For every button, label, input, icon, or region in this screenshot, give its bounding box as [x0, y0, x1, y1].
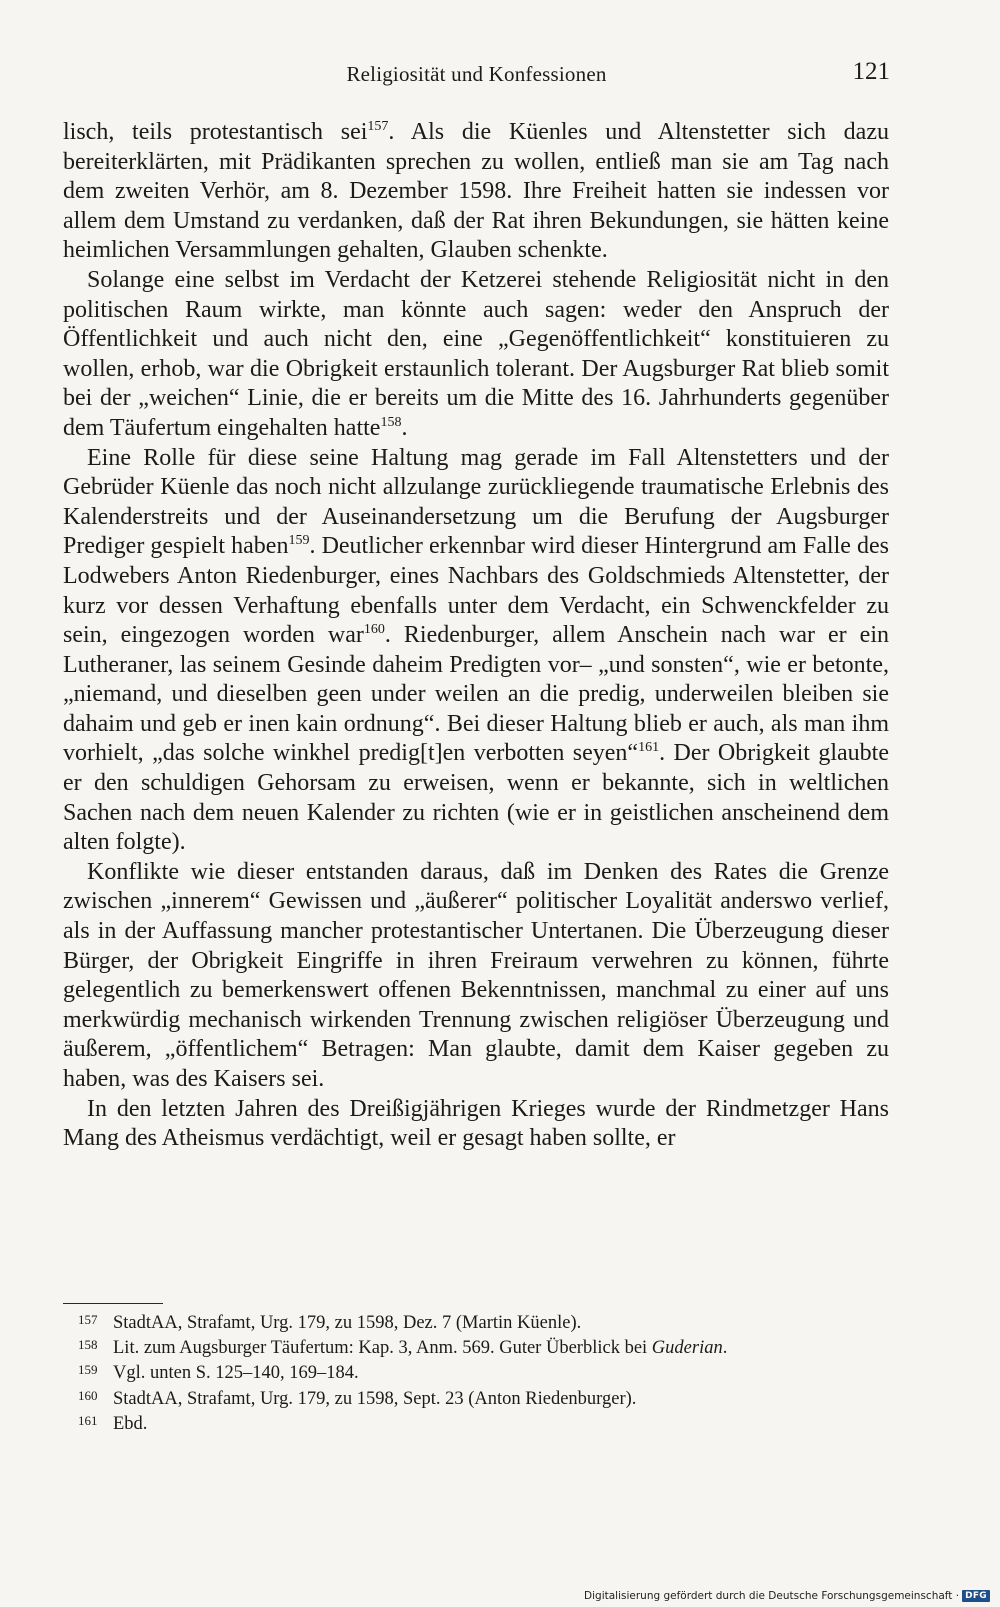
footnote-ref-157: 157	[367, 119, 389, 134]
dfg-logo-icon: DFG	[962, 1590, 990, 1602]
footnote-text: Vgl. unten S. 125–140, 169–184.	[113, 1363, 359, 1384]
footnote-159: 159 Vgl. unten S. 125–140, 169–184.	[78, 1362, 359, 1384]
paragraph-text: .	[401, 414, 408, 441]
footnote-160: 160 StadtAA, Strafamt, Urg. 179, zu 1598, Sept. 23 (Anton Riedenburger).	[78, 1387, 637, 1409]
credit-text: Digitalisierung gefördert durch die Deutsche Forschungsgemeinschaft ·	[584, 1590, 960, 1602]
paragraph-2	[63, 266, 889, 444]
footnote-161: 161 Ebd.	[78, 1412, 148, 1434]
paragraph-3	[63, 444, 889, 858]
footnote-ref-161: 161	[638, 740, 660, 756]
paragraph-text: Eine Rolle für diese seine Haltung mag gerade im Fall Altenstetters und der Gebrüder Küenle das noch nicht allzulange zurückliegende traumatische Erlebnis des Kalenderstreits und der Auseinandersetzung um die Berufung der Augsburger Prediger gespielt haben	[63, 444, 889, 560]
digitization-credit	[584, 1590, 990, 1602]
paragraph-text: . Als die Küenles und Altenstetter sich dazu bereiterklärten, mit Prädikanten sprechen zu wollen, entließ man sie am Tag nach dem zweiten Verhör, am 8. Dezember 1598. Ihre Freiheit hatten sie indessen vor allem dem Umstand zu verdanken, daß der Rat ihren Bekundungen, sie hätten keine heimlichen Versammlungen gehalten, Glauben schenkte.	[63, 119, 889, 264]
footnote-text: StadtAA, Strafamt, Urg. 179, zu 1598, Sept. 23 (Anton Riedenburger).	[113, 1388, 637, 1409]
footnotes	[78, 1311, 878, 1437]
footnote-158: 158 Lit. zum Augsburger Täufertum: Kap. 3, Anm. 569. Guter Überblick bei Guderian.	[78, 1337, 728, 1359]
running-title: Religiosität und Konfessionen	[346, 62, 607, 86]
footnote-italic-author: Guderian	[651, 1338, 723, 1359]
page-number: 121	[852, 58, 890, 85]
paragraph-5	[63, 1095, 889, 1154]
paragraph-text: . Der Obrigkeit glaubte er den schuldigen Gehorsam zu erweisen, wenn er bekannte, sich in weltlichen Sachen nach dem neuen Kalender zu richten (wie er in geistlichen anscheinend dem alten folgte).	[63, 740, 889, 856]
footnote-ref-160: 160	[363, 622, 385, 638]
footnote-text: Lit. zum Augsburger Täufertum: Kap. 3, Anm. 569. Guter Überblick bei	[113, 1338, 652, 1359]
footnote-ref-158: 158	[380, 414, 402, 430]
footnote-text-end: .	[722, 1338, 728, 1359]
paragraph-1	[63, 118, 889, 266]
footnote-text: Ebd.	[113, 1413, 148, 1434]
paragraph-4	[63, 858, 889, 1095]
paragraph-text: lisch, teils protestantisch sei	[63, 119, 368, 145]
body-text	[63, 118, 889, 1154]
running-head	[63, 58, 890, 98]
footnote-157: 157 StadtAA, Strafamt, Urg. 179, zu 1598, Dez. 7 (Martin Küenle).	[78, 1312, 582, 1333]
paragraph-text: Solange eine selbst im Verdacht der Ketzerei stehende Religiosität nicht in den politischen Raum wirkte, man könnte auch sagen: weder den Anspruch der Öffentlichkeit und auch nicht den, eine „Gegenöffentlichkeit“ konstituieren zu wollen, erhob, war die Obrigkeit erstaunlich tolerant. Der Augsburger Rat blieb somit bei der „weichen“ Linie, die er bereits um die Mitte des 16. Jahrhunderts gegenüber dem Täufertum eingehalten hatte	[63, 266, 889, 441]
footnote-divider	[63, 1303, 163, 1304]
paragraph-text: Konflikte wie dieser entstanden daraus, daß im Denken des Rates die Grenze zwischen „innerem“ Gewissen und „äußerer“ politischer Loyalität anderswo verlief, als in der Auffassung mancher protestantischer Untertanen. Die Überzeugung dieser Bürger, der Obrigkeit Eingriffe in ihren Freiraum verwehren zu können, führte gelegentlich zu bemerkenswert offenen Bekenntnissen, manchmal zu einer auf uns merkwürdig mechanisch wirkenden Trennung zwischen religiöser Überzeugung und äußerem, „öffentlichem“ Betragen: Man glaubte, damit dem Kaiser gegeben zu haben, was des Kaisers sei.	[63, 858, 889, 1092]
paragraph-text: . Riedenburger, allem Anschein nach war er ein Lutheraner, las seinem Gesinde daheim Predigten vor– „und sonsten“, wie er betonte, „niemand, und dieselben geen under weilen an die predig, underweilen bleiben sie dahaim und geb er inen kain ordnung“. Bei dieser Haltung blieb er auch, als man ihm vorhielt, „das solche winkhel predig[t]en verbotten seyen“	[63, 622, 889, 767]
footnote-text: StadtAA, Strafamt, Urg. 179, zu 1598, Dez. 7 (Martin Küenle).	[113, 1313, 582, 1333]
paragraph-text: . Deutlicher erkennbar wird dieser Hintergrund am Falle des Lodwebers Anton Riedenburger, eines Nachbars des Goldschmieds Altenstetter, der kurz vor dessen Verhaftung ebenfalls unter dem Verdacht, ein Schwenckfelder zu sein, eingezogen worden war	[63, 533, 889, 649]
paragraph-text: In den letzten Jahren des Dreißigjährigen Krieges wurde der Rindmetzger Hans Mang des Atheismus verdächtigt, weil er gesagt haben sollte, er	[63, 1095, 889, 1152]
footnote-ref-159: 159	[288, 533, 310, 549]
